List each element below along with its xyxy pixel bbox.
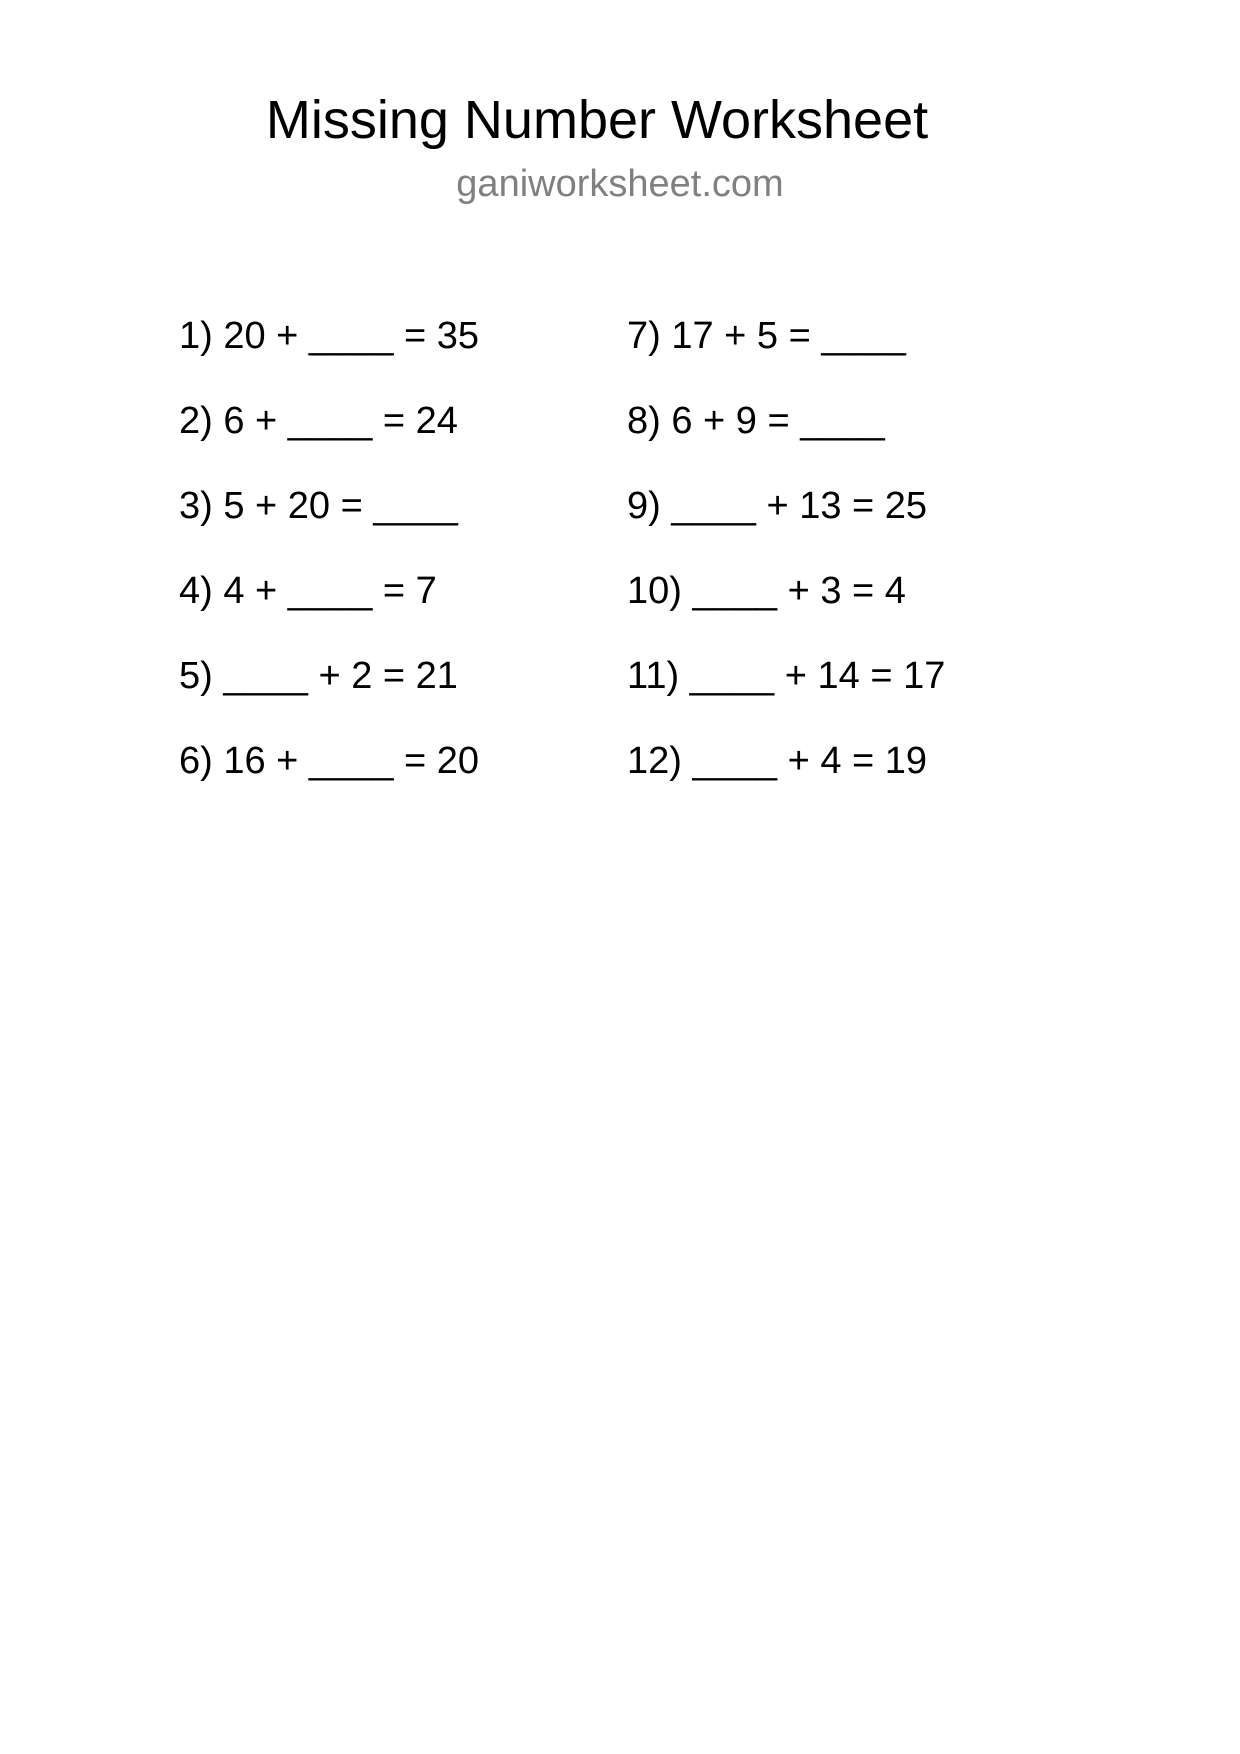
problem-3: 3) 5 + 20 = ____	[179, 485, 458, 527]
worksheet-title: Missing Number Worksheet	[265, 90, 929, 150]
problem-7: 7) 17 + 5 = ____	[627, 315, 906, 357]
website-url: ganiworksheet.com	[456, 163, 784, 205]
problems-left-column	[179, 314, 479, 824]
problem-12: 12) ____ + 4 = 19	[627, 740, 928, 782]
problem-5: 5) ____ + 2 = 21	[179, 655, 458, 697]
problem-11: 11) ____ + 14 = 17	[627, 655, 946, 697]
problems-right-column	[627, 314, 945, 824]
problem-4: 4) 4 + ____ = 7	[179, 570, 437, 612]
problem-9: 9) ____ + 13 = 25	[627, 485, 928, 527]
problem-6: 6) 16 + ____ = 20	[179, 740, 480, 782]
problem-2: 2) 6 + ____ = 24	[179, 400, 458, 442]
problem-1: 1) 20 + ____ = 35	[179, 315, 480, 357]
problem-10: 10) ____ + 3 = 4	[627, 570, 906, 612]
problem-8: 8) 6 + 9 = ____	[627, 400, 885, 442]
